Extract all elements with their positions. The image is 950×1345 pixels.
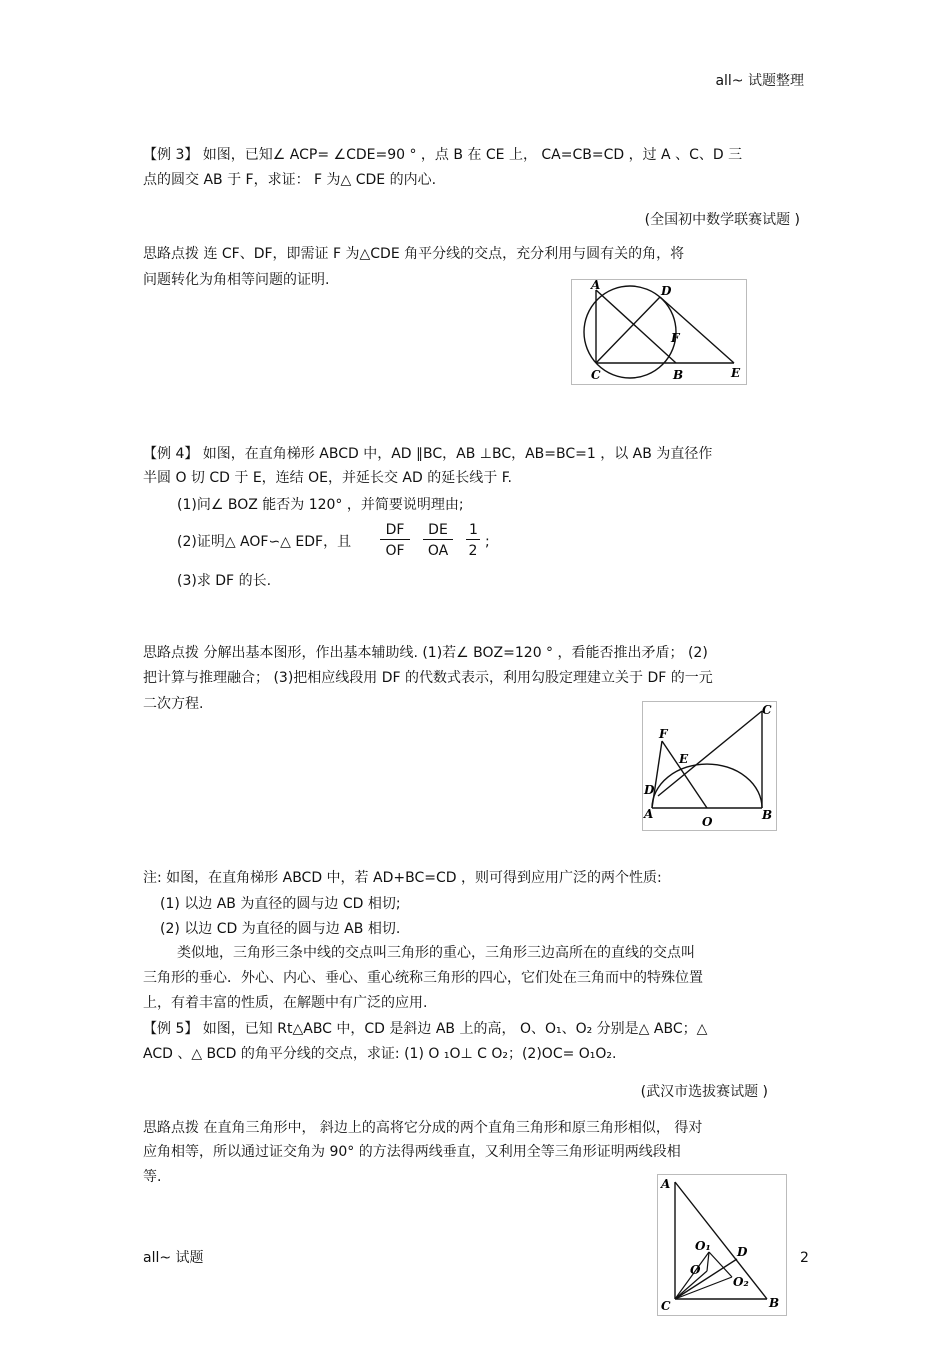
ex4-label-a: A xyxy=(644,807,654,821)
note-line-2: (1) 以边 AB 为直径的圆与边 CD 相切; xyxy=(160,896,401,912)
ex4-semicircle xyxy=(652,764,762,808)
ex3-label-d: D xyxy=(661,284,672,298)
example-4-hint-1: 思路点拨 分解出基本图形，作出基本辅助线. (1)若∠ BOZ=120 ° ，看能否推出矛盾； (2) xyxy=(143,645,708,661)
example-4-question-1: (1)问∠ BOZ 能否为 120° ，并简要说明理由; xyxy=(177,497,464,513)
ex4-label-f: F xyxy=(659,727,668,741)
ex4-label-d: D xyxy=(644,783,655,797)
note-line-1: 注: 如图，在直角梯形 ABCD 中，若 AD+BC=CD ，则可得到应用广泛的两个性质: xyxy=(143,870,662,886)
ex5-label-b: B xyxy=(769,1296,780,1310)
ex5-label-c: C xyxy=(661,1299,671,1313)
example-3-source: (全国初中数学联赛试题 ) xyxy=(644,212,800,228)
ex3-label-a: A xyxy=(591,279,601,292)
example-4-question-3: (3)求 DF 的长. xyxy=(177,573,272,589)
example-5-hint-2: 应角相等，所以通过证交角为 90° 的方法得两线垂直，又利用全等三角形证明两线段相 xyxy=(143,1144,681,1160)
fraction-de-oa xyxy=(423,521,453,560)
example-5-hint-3: 等. xyxy=(143,1169,162,1185)
ex4-segment-cd xyxy=(658,711,762,796)
ex3-label-c: C xyxy=(591,368,601,382)
fraction-one-half-denominator: 2 xyxy=(468,543,478,559)
ex5-label-o1: O₁ xyxy=(695,1239,711,1253)
ex4-label-o: O xyxy=(702,815,713,829)
fraction-de-oa-denominator: OA xyxy=(427,543,449,559)
ex3-label-f: F xyxy=(671,331,680,345)
ex4-label-b: B xyxy=(762,808,773,822)
example-3-hint-2: 问题转化为角相等问题的证明. xyxy=(143,272,330,288)
ex4-label-c: C xyxy=(762,703,772,717)
example-3-line-1: 【例 3】 如图，已知∠ ACP= ∠CDE=90 ° ，点 B 在 CE 上， CA=CB=CD ，过 A 、C、D 三 xyxy=(143,147,743,163)
example-4-line-1: 【例 4】 如图，在直角梯形 ABCD 中，AD ∥BC，AB ⊥BC，AB=BC=1 ，以 AB 为直径作 xyxy=(143,446,713,462)
example-4-figure xyxy=(642,701,777,831)
example-5-source: (武汉市选拔赛试题 ) xyxy=(640,1084,768,1100)
example-3-hint-1: 思路点拨 连 CF、DF，即需证 F 为△CDE 角平分线的交点，充分利用与圆有关的角，将 xyxy=(143,246,685,262)
example-3-line-2: 点的圆交 AB 于 F，求证： F 为△ CDE 的内心. xyxy=(143,172,437,188)
ex5-label-o: O xyxy=(690,1263,701,1277)
fraction-de-oa-numerator: DE xyxy=(423,521,453,540)
ex3-label-e: E xyxy=(731,366,741,380)
ex5-label-d: D xyxy=(737,1245,748,1259)
example-3-figure xyxy=(571,279,747,385)
fraction-df-of-numerator: DF xyxy=(380,521,410,540)
ex5-label-o2: O₂ xyxy=(733,1275,749,1289)
ex5-label-a: A xyxy=(661,1177,671,1191)
fraction-one-half-numerator: 1 xyxy=(466,521,480,540)
example-5-line-2: ACD 、△ BCD 的角平分线的交点，求证: (1) O ₁O⊥ C O₂；(2)OC= O₁O₂. xyxy=(143,1046,617,1062)
ex3-segment-cd xyxy=(596,297,660,363)
example-4-question-2: (2)证明△ AOF∽△ EDF，且 xyxy=(177,534,352,550)
page-header: all~ 试题整理 xyxy=(715,73,804,89)
example-4-hint-2: 把计算与推理融合； (3)把相应线段用 DF 的代数式表示，利用勾股定理建立关于 DF 的一元 xyxy=(143,670,713,686)
example-4-question-2-end: ; xyxy=(485,534,490,550)
note-line-3: (2) 以边 CD 为直径的圆与边 AB 相切. xyxy=(160,921,401,937)
note-line-4: 类似地，三角形三条中线的交点叫三角形的重心，三角形三边高所在的直线的交点叫 xyxy=(177,945,695,961)
ex3-label-b: B xyxy=(673,368,684,382)
ex4-label-e: E xyxy=(679,752,689,766)
example-5-line-1: 【例 5】 如图，已知 Rt△ABC 中，CD 是斜边 AB 上的高， O、O₁、O₂ 分别是△ ABC；△ xyxy=(143,1021,708,1037)
page-number: 2 xyxy=(800,1250,809,1266)
example-5-hint-1: 思路点拨 在直角三角形中， 斜边上的高将它分成的两个直角三角形和原三角形相似， 得对 xyxy=(143,1120,703,1136)
fraction-one-half xyxy=(466,521,480,560)
fraction-df-of-denominator: OF xyxy=(385,543,405,559)
example-4-hint-3: 二次方程. xyxy=(143,696,204,712)
example-5-figure xyxy=(657,1174,787,1316)
note-line-6: 上，有着丰富的性质，在解题中有广泛的应用. xyxy=(143,995,428,1011)
page-footer-left: all~ 试题 xyxy=(143,1250,204,1266)
example-4-line-2: 半圆 O 切 CD 于 E，连结 OE，并延长交 AD 的延长线于 F. xyxy=(143,470,512,486)
note-line-5: 三角形的垂心．外心、内心、垂心、重心统称三角形的四心，它们处在三角而中的特殊位置 xyxy=(143,970,703,986)
fraction-df-of xyxy=(380,521,410,560)
